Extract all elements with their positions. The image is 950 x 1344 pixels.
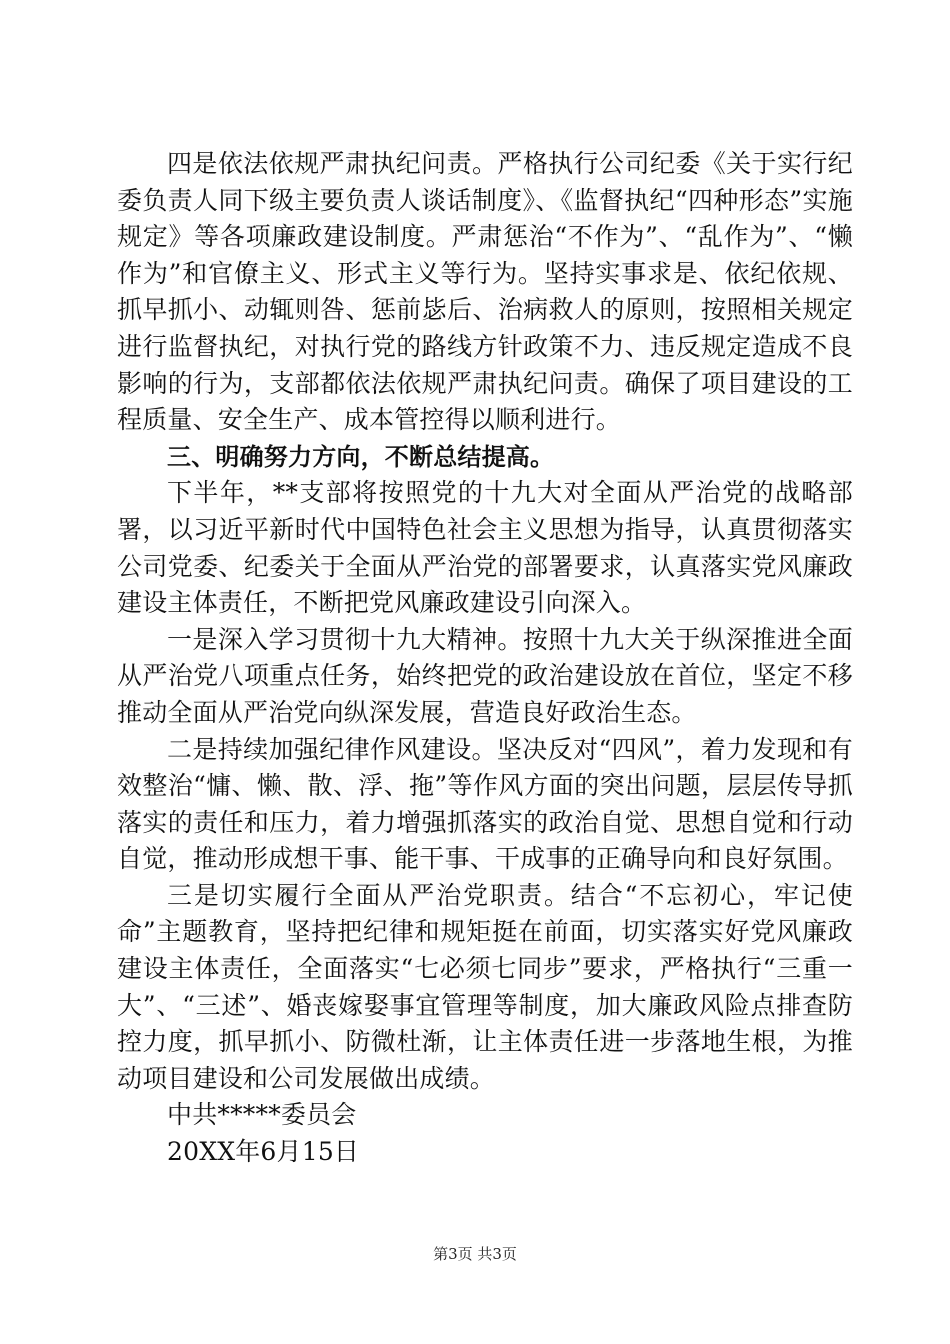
paragraph-second-half-plan: 下半年，**支部将按照党的十九大对全面从严治党的战略部署，以习近平新时代中国特色社会主义思想为指导，认真贯彻落实公司党委、纪委关于全面从严治党的部署要求，认真落实党风廉政建设主体责任，不断把党风廉政建设引向深入。 bbox=[117, 478, 853, 618]
page-footer: 第3页 共3页 bbox=[433, 1245, 517, 1263]
signature-date: 20XX年6月15日 bbox=[167, 1137, 360, 1167]
document-body bbox=[117, 146, 853, 1171]
paragraph-discipline-style: 二是持续加强纪律作风建设。坚决反对“四风”，着力发现和有效整治“慵、懒、散、浮、拖”等作风方面的突出问题，层层传导抓落实的责任和压力，着力增强抓落实的政治自觉、思想自觉和行动自觉，推动形成想干事、能干事、干成事的正确导向和良好氛围。 bbox=[117, 734, 853, 874]
paragraph-study-nineteenth-congress: 一是深入学习贯彻十九大精神。按照十九大关于纵深推进全面从严治党八项重点任务，始终把党的政治建设放在首位，坚定不移推动全面从严治党向纵深发展，营造良好政治生态。 bbox=[117, 624, 853, 727]
signature-organization: 中共*****委员会 bbox=[167, 1100, 357, 1130]
section-heading-three: 三、明确努力方向，不断总结提高。 bbox=[167, 442, 555, 471]
paragraph-discipline-accountability: 四是依法依规严肃执纪问责。严格执行公司纪委《关于实行纪委负责人同下级主要负责人谈话制度》、《监督执纪“四种形态”实施规定》等各项廉政建设制度。严肃惩治“不作为”、“乱作为”、“懒作为”和官僚主义、形式主义等行为。坚持实事求是、依纪依规、抓早抓小、动辄则咎、惩前毖后、治病救人的原则，按照相关规定进行监督执纪，对执行党的路线方针政策不力、违反规定造成不良影响的行为，支部都依法依规严肃执纪问责。确保了项目建设的工程质量、安全生产、成本管控得以顺利进行。 bbox=[117, 149, 853, 435]
paragraph-fulfill-duties: 三是切实履行全面从严治党职责。结合“不忘初心，牢记使命”主题教育，坚持把纪律和规矩挺在前面，切实落实好党风廉政建设主体责任，全面落实“七必须七同步”要求，严格执行“三重一大”、“三述”、婚丧嫁娶事宜管理等制度，加大廉政风险点排查防控力度，抓早抓小、防微杜渐，让主体责任进一步落地生根，为推动项目建设和公司发展做出成绩。 bbox=[117, 880, 853, 1093]
